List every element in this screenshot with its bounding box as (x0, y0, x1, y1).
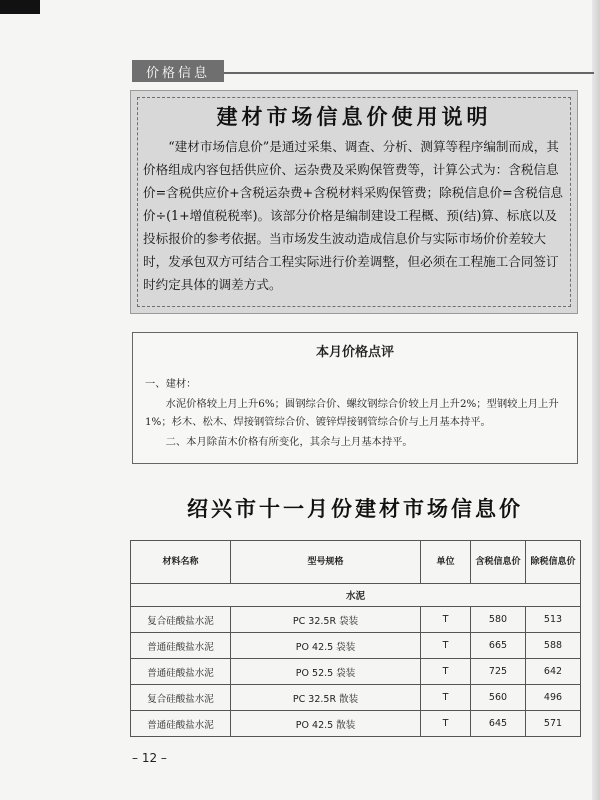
material-cell: 复合硅酸盐水泥 (131, 607, 231, 633)
table-row (131, 659, 581, 685)
material-cell: 普通硅酸盐水泥 (131, 659, 231, 685)
notice-box (130, 90, 578, 314)
tax-included-price-cell: 665 (471, 633, 526, 659)
tax-excluded-price-cell: 642 (526, 659, 581, 685)
material-cell: 普通硅酸盐水泥 (131, 711, 231, 737)
material-cell: 复合硅酸盐水泥 (131, 685, 231, 711)
page-edge-shadow (592, 0, 600, 800)
column-header-tax-excluded: 除税信息价 (526, 541, 581, 584)
table-row (131, 711, 581, 737)
tax-included-price-cell: 725 (471, 659, 526, 685)
notice-title: 建材市场信息价使用说明 (216, 105, 492, 129)
tax-excluded-price-cell: 496 (526, 685, 581, 711)
corner-mark (0, 0, 40, 14)
column-header-material: 材料名称 (131, 541, 231, 584)
page-number: – 12 – (132, 751, 167, 765)
spec-cell: PC 32.5R 散装 (231, 685, 421, 711)
tax-included-price-cell: 645 (471, 711, 526, 737)
category-row (131, 584, 581, 607)
review-line-2: 水泥价格较上月上升6%；圆钢综合价、螺纹钢综合价较上月上升2%；型钢较上月上升1%；杉木、松木、焊接钢管综合价、镀锌焊接钢管综合价与上月基本持平。 (145, 398, 559, 428)
spec-cell: PO 52.5 袋装 (231, 659, 421, 685)
price-review-title: 本月价格点评 (315, 345, 394, 360)
spec-cell: PO 42.5 袋装 (231, 633, 421, 659)
tax-included-price-cell: 560 (471, 685, 526, 711)
table-header-row (131, 541, 581, 584)
unit-cell: T (421, 685, 471, 711)
header-rule (224, 72, 594, 74)
tax-excluded-price-cell: 588 (526, 633, 581, 659)
column-header-spec: 型号规格 (231, 541, 421, 584)
unit-cell: T (421, 659, 471, 685)
notice-body: “建材市场信息价”是通过采集、调查、分析、测算等程序编制而成，其价格组成内容包括供应价、运杂费及采购保管费等，计算公式为：含税信息价=含税供应价+含税运杂费+含税材料采购保管费；除税信息价=含税信息价÷(1+增值税税率)。该部分价格是编制建设工程概、预(结)算、标底以及投标报价的参考依据。当市场发生波动造成信息价与实际市场价价差较大时，发承包双方可结合工程实际进行价差调整，但必须在工程施工合同签订时约定具体的调差方式。 (143, 139, 564, 292)
price-review-box (132, 332, 578, 464)
price-table (130, 540, 581, 737)
review-line-1: 一、建材： (145, 378, 197, 390)
tax-excluded-price-cell: 513 (526, 607, 581, 633)
table-row (131, 607, 581, 633)
tax-included-price-cell: 580 (471, 607, 526, 633)
material-cell: 普通硅酸盐水泥 (131, 633, 231, 659)
category-cell: 水泥 (131, 584, 581, 607)
spec-cell: PC 32.5R 袋装 (231, 607, 421, 633)
spec-cell: PO 42.5 散装 (231, 711, 421, 737)
review-line-3: 二、本月除苗木价格有所变化，其余与上月基本持平。 (165, 436, 413, 448)
section-label: 价格信息 (132, 60, 224, 82)
column-header-tax-included: 含税信息价 (471, 541, 526, 584)
market-title: 绍兴市十一月份建材市场信息价 (187, 497, 523, 521)
unit-cell: T (421, 711, 471, 737)
column-header-unit: 单位 (421, 541, 471, 584)
unit-cell: T (421, 633, 471, 659)
table-row (131, 685, 581, 711)
table-row (131, 633, 581, 659)
unit-cell: T (421, 607, 471, 633)
tax-excluded-price-cell: 571 (526, 711, 581, 737)
